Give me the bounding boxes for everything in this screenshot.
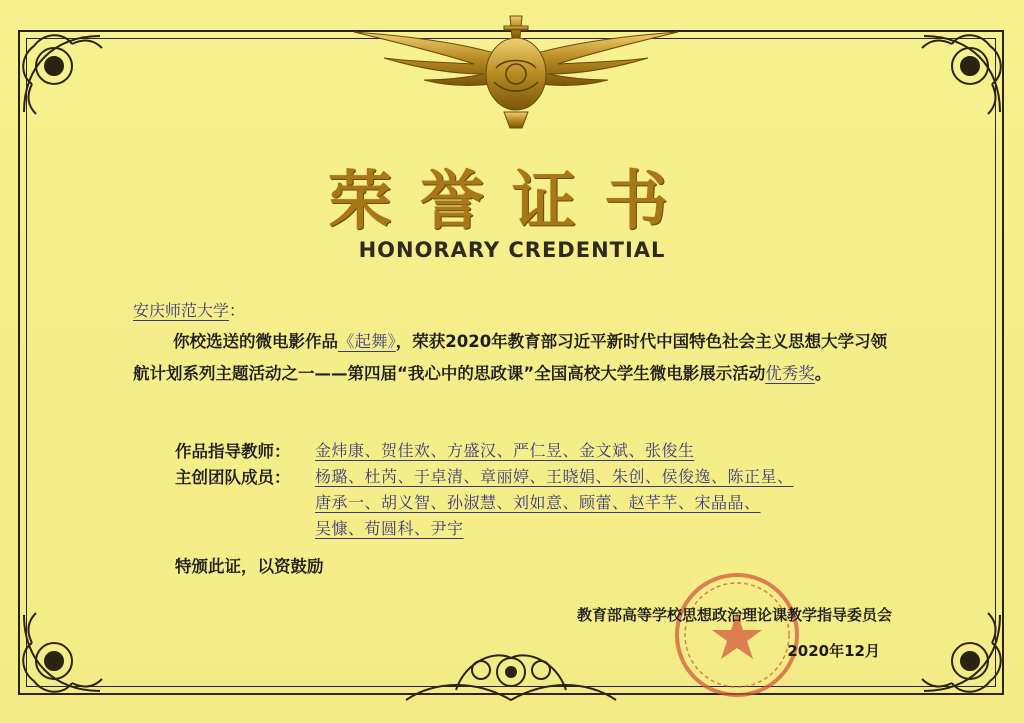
award-name: 优秀奖 bbox=[765, 364, 815, 383]
official-seal-icon bbox=[672, 570, 802, 700]
closing-statement: 特颁此证，以资鼓励 bbox=[175, 557, 324, 576]
body-end: 。 bbox=[814, 364, 832, 383]
issue-date: 2020年12月 bbox=[787, 642, 880, 660]
award-statement bbox=[133, 326, 893, 390]
recipient-line bbox=[133, 298, 245, 321]
team-list-line1: 杨璐、杜芮、于卓清、章丽婷、王晓娟、朱创、侯俊逸、陈正星、 bbox=[315, 467, 794, 486]
recipient-name: 安庆师范大学 bbox=[133, 301, 230, 320]
work-title: 《起舞》 bbox=[338, 332, 396, 351]
instructors-list: 金炜康、贺佳欢、方盛汉、严仁昱、金文斌、张俊生 bbox=[315, 441, 695, 460]
team-list-line3: 吴慷、荀圆科、尹宇 bbox=[315, 519, 464, 538]
corner-ornament-icon bbox=[914, 605, 1010, 701]
body-prefix: 你校选送的微电影作品 bbox=[173, 332, 338, 351]
certificate-title: 荣誉证书 bbox=[328, 164, 696, 239]
winged-emblem-icon bbox=[344, 8, 688, 130]
corner-ornament-icon bbox=[14, 26, 110, 122]
instructors-label: 作品指导教师： bbox=[175, 442, 291, 461]
team-label: 主创团队成员： bbox=[175, 468, 291, 487]
certificate-subtitle: HONORARY CREDENTIAL bbox=[358, 238, 666, 262]
bottom-ornament-icon bbox=[396, 640, 626, 710]
issuer-name: 教育部高等学校思想政治理论课教学指导委员会 bbox=[576, 606, 892, 624]
team-list-line2: 唐承一、胡义智、孙淑慧、刘如意、顾蕾、赵芊芊、宋晶晶、 bbox=[315, 493, 761, 512]
body-main: ，荣获2020年教育部习近平新时代中国特色社会主义思想大学习领航计划系列主题活动之一——第四届“我心中的思政课”全国高校大学生微电影展示活动 bbox=[133, 332, 888, 383]
corner-ornament-icon bbox=[14, 605, 110, 701]
corner-ornament-icon bbox=[914, 26, 1010, 122]
recipient-colon: ： bbox=[229, 301, 246, 320]
